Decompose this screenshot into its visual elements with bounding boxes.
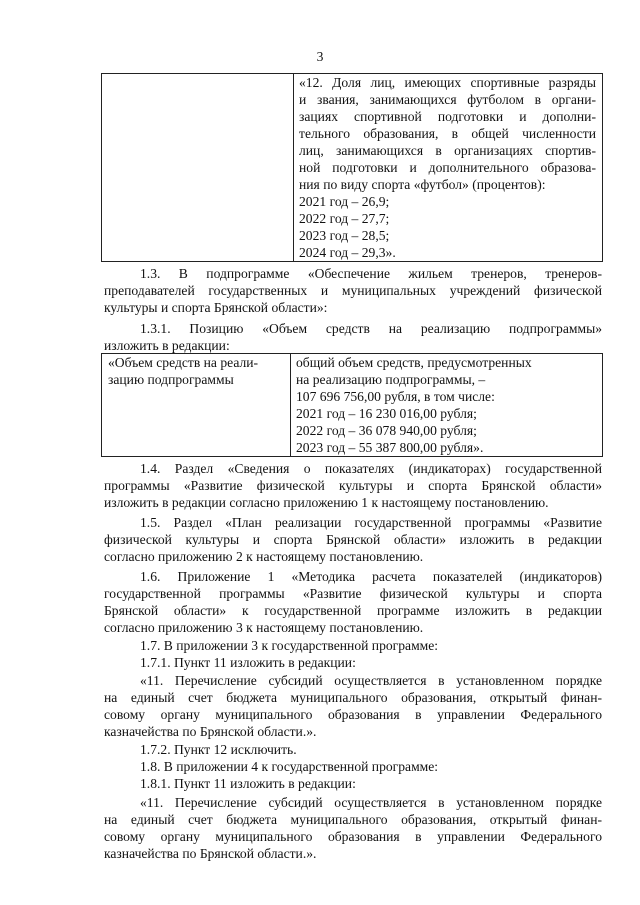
table-line: 107 696 756,00 рубля, в том числе: <box>296 389 495 404</box>
indicator-table <box>101 73 603 262</box>
paragraph-line: государственной программы «Развитие физической культуры и спорта <box>104 586 602 601</box>
paragraph-line: физической культуры и спорта Брянской области» изложить в редакции <box>104 532 602 547</box>
paragraph-line: 1.6. Приложение 1 «Методика расчета показателей (индикаторов) <box>140 569 602 584</box>
paragraph-line: согласно приложению 2 к настоящему постановлению. <box>104 549 424 564</box>
paragraph-line: 1.7.2. Пункт 12 исключить. <box>140 742 297 757</box>
paragraph-line: 1.8. В приложении 4 к государственной программе: <box>140 759 439 774</box>
paragraph-line: изложить в редакции согласно приложению 1 к настоящему постановлению. <box>104 495 549 510</box>
table-line: зацию подпрограммы <box>108 372 234 387</box>
paragraph-line: 1.5. Раздел «План реализации государственной программы «Развитие <box>140 515 602 530</box>
indicator-table-right-cell <box>294 74 603 262</box>
paragraph-1-6 <box>104 568 602 636</box>
table-line: ной подготовки и дополнительного образова- <box>299 160 596 175</box>
table-line: «12. Доля лиц, имеющих спортивные разряды <box>299 75 596 90</box>
indicator-table-left-cell <box>102 74 294 262</box>
paragraph-line: совому органу муниципального образования в управлении Федерального <box>104 707 602 722</box>
table-line: 2021 год – 26,9; <box>299 194 390 209</box>
paragraph-line: программы «Развитие физической культуры и спорта Брянской области» <box>104 478 602 493</box>
paragraph-line: преподавателей государственных и муниципальных учреждений физической <box>104 283 602 298</box>
funding-table <box>101 353 603 457</box>
quoted-clause-1 <box>104 672 602 740</box>
table-line: лиц, занимающихся в организациях спортив- <box>299 143 596 158</box>
table-line: зациях спортивной подготовки и дополни- <box>299 109 596 124</box>
table-line: 2022 год – 27,7; <box>299 211 390 226</box>
paragraph-line: на единый счет бюджета муниципального образования, открытый финан- <box>104 812 602 827</box>
paragraph-line: совому органу муниципального образования в управлении Федерального <box>104 829 602 844</box>
table-line: тельного образования, в общей численности <box>299 126 596 141</box>
table-line: 2023 год – 55 387 800,00 рубля». <box>296 440 484 455</box>
paragraph-1-7 <box>104 637 602 671</box>
paragraph-line: 1.4. Раздел «Сведения о показателях (индикаторах) государственной <box>140 461 602 476</box>
paragraph-line: «11. Перечисление субсидий осуществляется в установленном порядке <box>140 673 602 688</box>
table-line: «Объем средств на реали- <box>108 355 259 370</box>
paragraph-1-4 <box>104 460 602 511</box>
paragraph-line: на единый счет бюджета муниципального образования, открытый финан- <box>104 690 602 705</box>
paragraph-line: культуры и спорта Брянской области»: <box>104 300 328 315</box>
table-line: ния по виду спорта «футбол» (процентов): <box>299 177 546 192</box>
table-line: общий объем средств, предусмотренных <box>296 355 532 370</box>
table-line: на реализацию подпрограммы, – <box>296 372 486 387</box>
paragraph-line: 1.3.1. Позицию «Объем средств на реализацию подпрограммы» <box>140 321 602 336</box>
page-number: 3 <box>316 49 324 64</box>
table-line: и звания, занимающихся футболом в органи- <box>299 92 596 107</box>
paragraph-line: 1.7. В приложении 3 к государственной программе: <box>140 638 439 653</box>
paragraph-line: 1.7.1. Пункт 11 изложить в редакции: <box>140 655 356 670</box>
funding-table-right-cell <box>291 354 603 457</box>
quoted-clause-2 <box>104 794 602 862</box>
paragraph-line: 1.3. В подпрограмме «Обеспечение жильем тренеров, тренеров- <box>140 266 602 281</box>
paragraph-line: изложить в редакции: <box>104 338 230 353</box>
table-line: 2024 год – 29,3». <box>299 245 396 260</box>
funding-table-left-cell <box>102 354 291 457</box>
table-line: 2023 год – 28,5; <box>299 228 390 243</box>
paragraph-line: 1.8.1. Пункт 11 изложить в редакции: <box>140 776 356 791</box>
paragraph-1-3 <box>104 265 602 316</box>
paragraph-line: казначейства по Брянской области.». <box>104 724 317 739</box>
paragraph-line: согласно приложению 3 к настоящему постановлению. <box>104 620 424 635</box>
paragraph-1-3-1 <box>104 320 602 354</box>
paragraph-line: «11. Перечисление субсидий осуществляется в установленном порядке <box>140 795 602 810</box>
paragraph-1-7-2-to-1-8-1 <box>104 741 602 792</box>
paragraph-line: Брянской области» к государственной программе изложить в редакции <box>104 603 602 618</box>
table-line: 2021 год – 16 230 016,00 рубля; <box>296 406 477 421</box>
paragraph-1-5 <box>104 514 602 565</box>
table-line: 2022 год – 36 078 940,00 рубля; <box>296 423 477 438</box>
paragraph-line: казначейства по Брянской области.». <box>104 846 317 861</box>
